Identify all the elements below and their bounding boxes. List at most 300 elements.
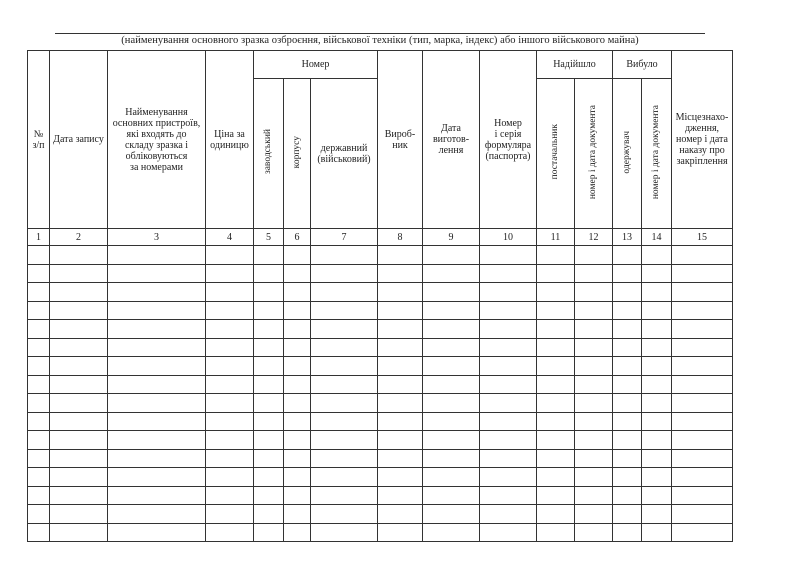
table-cell[interactable] <box>108 264 206 283</box>
table-cell[interactable] <box>311 357 378 376</box>
table-cell[interactable] <box>284 449 311 468</box>
table-cell[interactable] <box>575 523 613 542</box>
table-cell[interactable] <box>613 320 642 339</box>
table-row <box>28 301 733 320</box>
header-supplier-label: постачальник <box>550 124 561 180</box>
table-cell[interactable] <box>642 283 672 302</box>
table-cell[interactable] <box>50 264 108 283</box>
table-cell[interactable] <box>613 431 642 450</box>
table-cell[interactable] <box>206 357 254 376</box>
table-cell[interactable] <box>108 301 206 320</box>
table-cell[interactable] <box>537 246 575 265</box>
table-row <box>28 449 733 468</box>
table-cell[interactable] <box>28 505 50 524</box>
table-cell[interactable] <box>642 449 672 468</box>
table-cell[interactable] <box>50 468 108 487</box>
table-cell[interactable] <box>28 412 50 431</box>
table-cell[interactable] <box>613 394 642 413</box>
table-cell[interactable] <box>423 301 480 320</box>
table-cell[interactable] <box>613 283 642 302</box>
table-cell[interactable] <box>311 505 378 524</box>
table-cell[interactable] <box>613 505 642 524</box>
table-cell[interactable] <box>613 301 642 320</box>
table-cell[interactable] <box>642 486 672 505</box>
table-cell[interactable] <box>575 394 613 413</box>
table-cell[interactable] <box>480 468 537 487</box>
table-cell[interactable] <box>28 320 50 339</box>
header-recipient <box>613 79 642 229</box>
header-unit-price-label: Ціна за одиницю <box>210 128 249 151</box>
table-cell[interactable] <box>537 505 575 524</box>
table-cell[interactable] <box>672 301 733 320</box>
header-left-doc-label: номер і дата документа <box>651 104 662 200</box>
table-cell[interactable] <box>206 301 254 320</box>
table-cell[interactable] <box>537 283 575 302</box>
table-cell[interactable] <box>537 357 575 376</box>
table-cell[interactable] <box>575 375 613 394</box>
header-arrived-doc-label: номер і дата документа <box>588 104 599 200</box>
table-cell[interactable] <box>613 375 642 394</box>
table-cell[interactable] <box>206 505 254 524</box>
table-cell[interactable] <box>480 394 537 413</box>
column-number-cell: 15 <box>672 229 733 246</box>
table-cell[interactable] <box>480 264 537 283</box>
table-cell[interactable] <box>642 301 672 320</box>
table-cell[interactable] <box>206 246 254 265</box>
header-manufacturer <box>378 51 423 229</box>
table-cell[interactable] <box>254 523 284 542</box>
table-cell[interactable] <box>108 394 206 413</box>
table-cell[interactable] <box>311 375 378 394</box>
table-cell[interactable] <box>311 449 378 468</box>
equipment-register-table <box>27 50 733 542</box>
header-group-left <box>613 51 672 79</box>
table-cell[interactable] <box>108 246 206 265</box>
table-cell[interactable] <box>254 357 284 376</box>
table-cell[interactable] <box>378 338 423 357</box>
header-group-number-label: Номер <box>301 59 330 70</box>
table-row <box>28 320 733 339</box>
column-number-cell: 9 <box>423 229 480 246</box>
table-cell[interactable] <box>311 412 378 431</box>
table-row <box>28 486 733 505</box>
table-cell[interactable] <box>378 375 423 394</box>
table-cell[interactable] <box>254 246 284 265</box>
table-cell[interactable] <box>537 468 575 487</box>
table-cell[interactable] <box>537 523 575 542</box>
column-number-cell: 3 <box>108 229 206 246</box>
table-cell[interactable] <box>284 431 311 450</box>
table-cell[interactable] <box>642 264 672 283</box>
table-cell[interactable] <box>378 486 423 505</box>
header-row-number <box>28 51 50 229</box>
table-cell[interactable] <box>284 357 311 376</box>
table-row <box>28 338 733 357</box>
table-cell[interactable] <box>672 357 733 376</box>
table-cell[interactable] <box>642 246 672 265</box>
table-cell[interactable] <box>206 449 254 468</box>
table-cell[interactable] <box>423 431 480 450</box>
table-cell[interactable] <box>108 357 206 376</box>
table-cell[interactable] <box>423 412 480 431</box>
table-cell[interactable] <box>480 412 537 431</box>
table-cell[interactable] <box>108 283 206 302</box>
header-factory-number <box>254 79 284 229</box>
table-cell[interactable] <box>311 301 378 320</box>
table-cell[interactable] <box>284 264 311 283</box>
header-device-name-label: Найменування основних пристроїв, які входять до складу зразка і обліковуються за номерами <box>112 106 201 173</box>
table-cell[interactable] <box>378 283 423 302</box>
table-cell[interactable] <box>575 246 613 265</box>
table-cell[interactable] <box>642 320 672 339</box>
table-cell[interactable] <box>108 505 206 524</box>
table-cell[interactable] <box>613 412 642 431</box>
table-cell[interactable] <box>254 468 284 487</box>
table-cell[interactable] <box>28 283 50 302</box>
table-cell[interactable] <box>28 338 50 357</box>
table-cell[interactable] <box>284 320 311 339</box>
table-cell[interactable] <box>108 449 206 468</box>
table-cell[interactable] <box>378 412 423 431</box>
table-cell[interactable] <box>575 505 613 524</box>
table-cell[interactable] <box>50 486 108 505</box>
table-cell[interactable] <box>50 357 108 376</box>
table-cell[interactable] <box>537 264 575 283</box>
table-cell[interactable] <box>672 412 733 431</box>
table-cell[interactable] <box>480 301 537 320</box>
table-cell[interactable] <box>254 301 284 320</box>
table-cell[interactable] <box>108 486 206 505</box>
table-cell[interactable] <box>537 301 575 320</box>
table-row <box>28 468 733 487</box>
table-cell[interactable] <box>206 412 254 431</box>
table-cell[interactable] <box>575 320 613 339</box>
table-cell[interactable] <box>575 301 613 320</box>
table-cell[interactable] <box>575 412 613 431</box>
table-cell[interactable] <box>311 338 378 357</box>
table-cell[interactable] <box>28 357 50 376</box>
table-cell[interactable] <box>613 357 642 376</box>
table-row <box>28 375 733 394</box>
table-cell[interactable] <box>378 246 423 265</box>
table-cell[interactable] <box>423 486 480 505</box>
column-number-cell: 8 <box>378 229 423 246</box>
table-cell[interactable] <box>206 264 254 283</box>
table-cell[interactable] <box>50 320 108 339</box>
table-cell[interactable] <box>108 338 206 357</box>
table-cell[interactable] <box>311 283 378 302</box>
table-cell[interactable] <box>50 449 108 468</box>
table-cell[interactable] <box>378 468 423 487</box>
table-cell[interactable] <box>311 431 378 450</box>
table-cell[interactable] <box>480 246 537 265</box>
header-record-date-label: Дата запису <box>53 134 104 145</box>
table-cell[interactable] <box>672 375 733 394</box>
table-cell[interactable] <box>537 431 575 450</box>
table-cell[interactable] <box>423 523 480 542</box>
table-cell[interactable] <box>206 394 254 413</box>
table-cell[interactable] <box>537 412 575 431</box>
table-cell[interactable] <box>50 246 108 265</box>
table-cell[interactable] <box>284 301 311 320</box>
table-cell[interactable] <box>575 431 613 450</box>
table-cell[interactable] <box>254 264 284 283</box>
table-row <box>28 246 733 265</box>
table-row <box>28 523 733 542</box>
table-cell[interactable] <box>108 375 206 394</box>
table-cell[interactable] <box>206 338 254 357</box>
table-cell[interactable] <box>378 320 423 339</box>
title-underline <box>55 33 705 34</box>
table-cell[interactable] <box>642 412 672 431</box>
table-cell[interactable] <box>378 357 423 376</box>
table-cell[interactable] <box>108 320 206 339</box>
header-form-number-label: Номер і серія формуляра (паспорта) <box>484 117 532 162</box>
table-cell[interactable] <box>537 338 575 357</box>
table-cell[interactable] <box>575 264 613 283</box>
table-cell[interactable] <box>28 264 50 283</box>
table-cell[interactable] <box>28 394 50 413</box>
table-cell[interactable] <box>480 505 537 524</box>
table-cell[interactable] <box>537 449 575 468</box>
table-cell[interactable] <box>480 283 537 302</box>
column-number-cell: 5 <box>254 229 284 246</box>
table-cell[interactable] <box>108 468 206 487</box>
column-number-cell: 13 <box>613 229 642 246</box>
table-cell[interactable] <box>672 468 733 487</box>
header-arrived-doc <box>575 79 613 229</box>
table-cell[interactable] <box>206 486 254 505</box>
table-cell[interactable] <box>28 523 50 542</box>
table-cell[interactable] <box>575 357 613 376</box>
header-state-number-label: державний (військовий) <box>317 142 371 165</box>
table-cell[interactable] <box>480 320 537 339</box>
table-cell[interactable] <box>311 486 378 505</box>
table-cell[interactable] <box>284 412 311 431</box>
table-cell[interactable] <box>206 375 254 394</box>
table-cell[interactable] <box>672 431 733 450</box>
table-cell[interactable] <box>378 394 423 413</box>
table-cell[interactable] <box>254 505 284 524</box>
table-cell[interactable] <box>254 486 284 505</box>
table-cell[interactable] <box>480 486 537 505</box>
table-cell[interactable] <box>642 431 672 450</box>
header-device-name <box>108 51 206 229</box>
table-cell[interactable] <box>284 523 311 542</box>
table-cell[interactable] <box>28 449 50 468</box>
header-recipient-label: одержувач <box>621 130 632 174</box>
table-cell[interactable] <box>108 523 206 542</box>
table-cell[interactable] <box>28 431 50 450</box>
table-cell[interactable] <box>575 283 613 302</box>
table-cell[interactable] <box>254 394 284 413</box>
table-cell[interactable] <box>672 320 733 339</box>
table-cell[interactable] <box>28 375 50 394</box>
table-cell[interactable] <box>537 486 575 505</box>
header-location-label: Місцезнахо- дження, номер і дата наказу про закріплення <box>675 112 729 167</box>
table-cell[interactable] <box>254 338 284 357</box>
table-cell[interactable] <box>50 505 108 524</box>
table-cell[interactable] <box>378 505 423 524</box>
table-cell[interactable] <box>423 283 480 302</box>
table-cell[interactable] <box>537 320 575 339</box>
table-cell[interactable] <box>254 412 284 431</box>
table-cell[interactable] <box>642 357 672 376</box>
table-cell[interactable] <box>613 468 642 487</box>
table-row <box>28 264 733 283</box>
table-cell[interactable] <box>206 320 254 339</box>
table-cell[interactable] <box>613 486 642 505</box>
table-row <box>28 394 733 413</box>
table-cell[interactable] <box>284 505 311 524</box>
table-cell[interactable] <box>423 449 480 468</box>
table-cell[interactable] <box>50 431 108 450</box>
table-cell[interactable] <box>423 264 480 283</box>
table-cell[interactable] <box>642 505 672 524</box>
table-row <box>28 431 733 450</box>
table-cell[interactable] <box>423 320 480 339</box>
table-row <box>28 412 733 431</box>
table-cell[interactable] <box>642 338 672 357</box>
table-cell[interactable] <box>206 523 254 542</box>
table-cell[interactable] <box>108 431 206 450</box>
table-cell[interactable] <box>254 431 284 450</box>
table-cell[interactable] <box>311 264 378 283</box>
table-cell[interactable] <box>423 357 480 376</box>
header-form-number <box>480 51 537 229</box>
table-cell[interactable] <box>672 338 733 357</box>
header-location <box>672 51 733 229</box>
table-cell[interactable] <box>672 449 733 468</box>
table-cell[interactable] <box>672 505 733 524</box>
table-cell[interactable] <box>206 283 254 302</box>
header-group-arrived <box>537 51 613 79</box>
table-cell[interactable] <box>480 431 537 450</box>
table-cell[interactable] <box>28 468 50 487</box>
table-cell[interactable] <box>575 468 613 487</box>
table-cell[interactable] <box>537 394 575 413</box>
table-cell[interactable] <box>50 283 108 302</box>
table-cell[interactable] <box>575 449 613 468</box>
table-cell[interactable] <box>642 468 672 487</box>
table-cell[interactable] <box>423 468 480 487</box>
table-cell[interactable] <box>378 264 423 283</box>
table-cell[interactable] <box>672 486 733 505</box>
column-number-cell: 1 <box>28 229 50 246</box>
table-cell[interactable] <box>50 394 108 413</box>
table-cell[interactable] <box>378 523 423 542</box>
header-manufacture-date <box>423 51 480 229</box>
table-row <box>28 357 733 376</box>
table-cell[interactable] <box>642 375 672 394</box>
table-cell[interactable] <box>284 486 311 505</box>
table-cell[interactable] <box>613 338 642 357</box>
table-cell[interactable] <box>480 375 537 394</box>
table-cell[interactable] <box>311 246 378 265</box>
table-cell[interactable] <box>284 338 311 357</box>
header-left-doc <box>642 79 672 229</box>
table-cell[interactable] <box>206 468 254 487</box>
table-cell[interactable] <box>284 394 311 413</box>
table-cell[interactable] <box>108 412 206 431</box>
column-number-cell: 10 <box>480 229 537 246</box>
table-cell[interactable] <box>50 301 108 320</box>
header-supplier <box>537 79 575 229</box>
table-row <box>28 505 733 524</box>
table-cell[interactable] <box>537 375 575 394</box>
table-cell[interactable] <box>28 246 50 265</box>
table-cell[interactable] <box>672 283 733 302</box>
table-cell[interactable] <box>480 449 537 468</box>
table-cell[interactable] <box>284 283 311 302</box>
table-cell[interactable] <box>423 338 480 357</box>
column-number-cell: 11 <box>537 229 575 246</box>
table-cell[interactable] <box>254 375 284 394</box>
table-cell[interactable] <box>672 523 733 542</box>
header-hull-number <box>284 79 311 229</box>
table-cell[interactable] <box>378 301 423 320</box>
header-unit-price <box>206 51 254 229</box>
column-number-cell: 2 <box>50 229 108 246</box>
header-group-number <box>254 51 378 79</box>
table-cell[interactable] <box>672 264 733 283</box>
table-cell[interactable] <box>613 523 642 542</box>
table-cell[interactable] <box>50 412 108 431</box>
table-cell[interactable] <box>480 523 537 542</box>
table-cell[interactable] <box>28 486 50 505</box>
header-group-left-label: Вибуло <box>626 59 658 70</box>
table-cell[interactable] <box>672 394 733 413</box>
table-cell[interactable] <box>284 468 311 487</box>
table-cell[interactable] <box>254 283 284 302</box>
table-cell[interactable] <box>642 523 672 542</box>
table-cell[interactable] <box>50 375 108 394</box>
table-cell[interactable] <box>311 394 378 413</box>
table-cell[interactable] <box>613 246 642 265</box>
column-number-cell: 7 <box>311 229 378 246</box>
form-caption: (найменування основного зразка озброєння, військової техніки (тип, марка, індекс) або іншого військового майна) <box>121 35 639 46</box>
table-cell[interactable] <box>284 375 311 394</box>
table-cell[interactable] <box>480 357 537 376</box>
header-row-number-label: № з/п <box>32 128 45 151</box>
table-cell[interactable] <box>575 486 613 505</box>
table-cell[interactable] <box>254 320 284 339</box>
table-cell[interactable] <box>378 449 423 468</box>
table-cell[interactable] <box>50 523 108 542</box>
table-cell[interactable] <box>28 301 50 320</box>
table-cell[interactable] <box>480 338 537 357</box>
table-cell[interactable] <box>50 338 108 357</box>
table-cell[interactable] <box>254 449 284 468</box>
table-cell[interactable] <box>423 505 480 524</box>
table-cell[interactable] <box>423 246 480 265</box>
table-cell[interactable] <box>206 431 254 450</box>
header-record-date <box>50 51 108 229</box>
table-cell[interactable] <box>311 523 378 542</box>
table-cell[interactable] <box>613 264 642 283</box>
table-cell[interactable] <box>311 468 378 487</box>
table-cell[interactable] <box>672 246 733 265</box>
column-number-cell: 14 <box>642 229 672 246</box>
table-cell[interactable] <box>423 394 480 413</box>
table-cell[interactable] <box>378 431 423 450</box>
table-cell[interactable] <box>311 320 378 339</box>
table-cell[interactable] <box>575 338 613 357</box>
table-cell[interactable] <box>284 246 311 265</box>
table-cell[interactable] <box>613 449 642 468</box>
table-cell[interactable] <box>642 394 672 413</box>
table-cell[interactable] <box>423 375 480 394</box>
